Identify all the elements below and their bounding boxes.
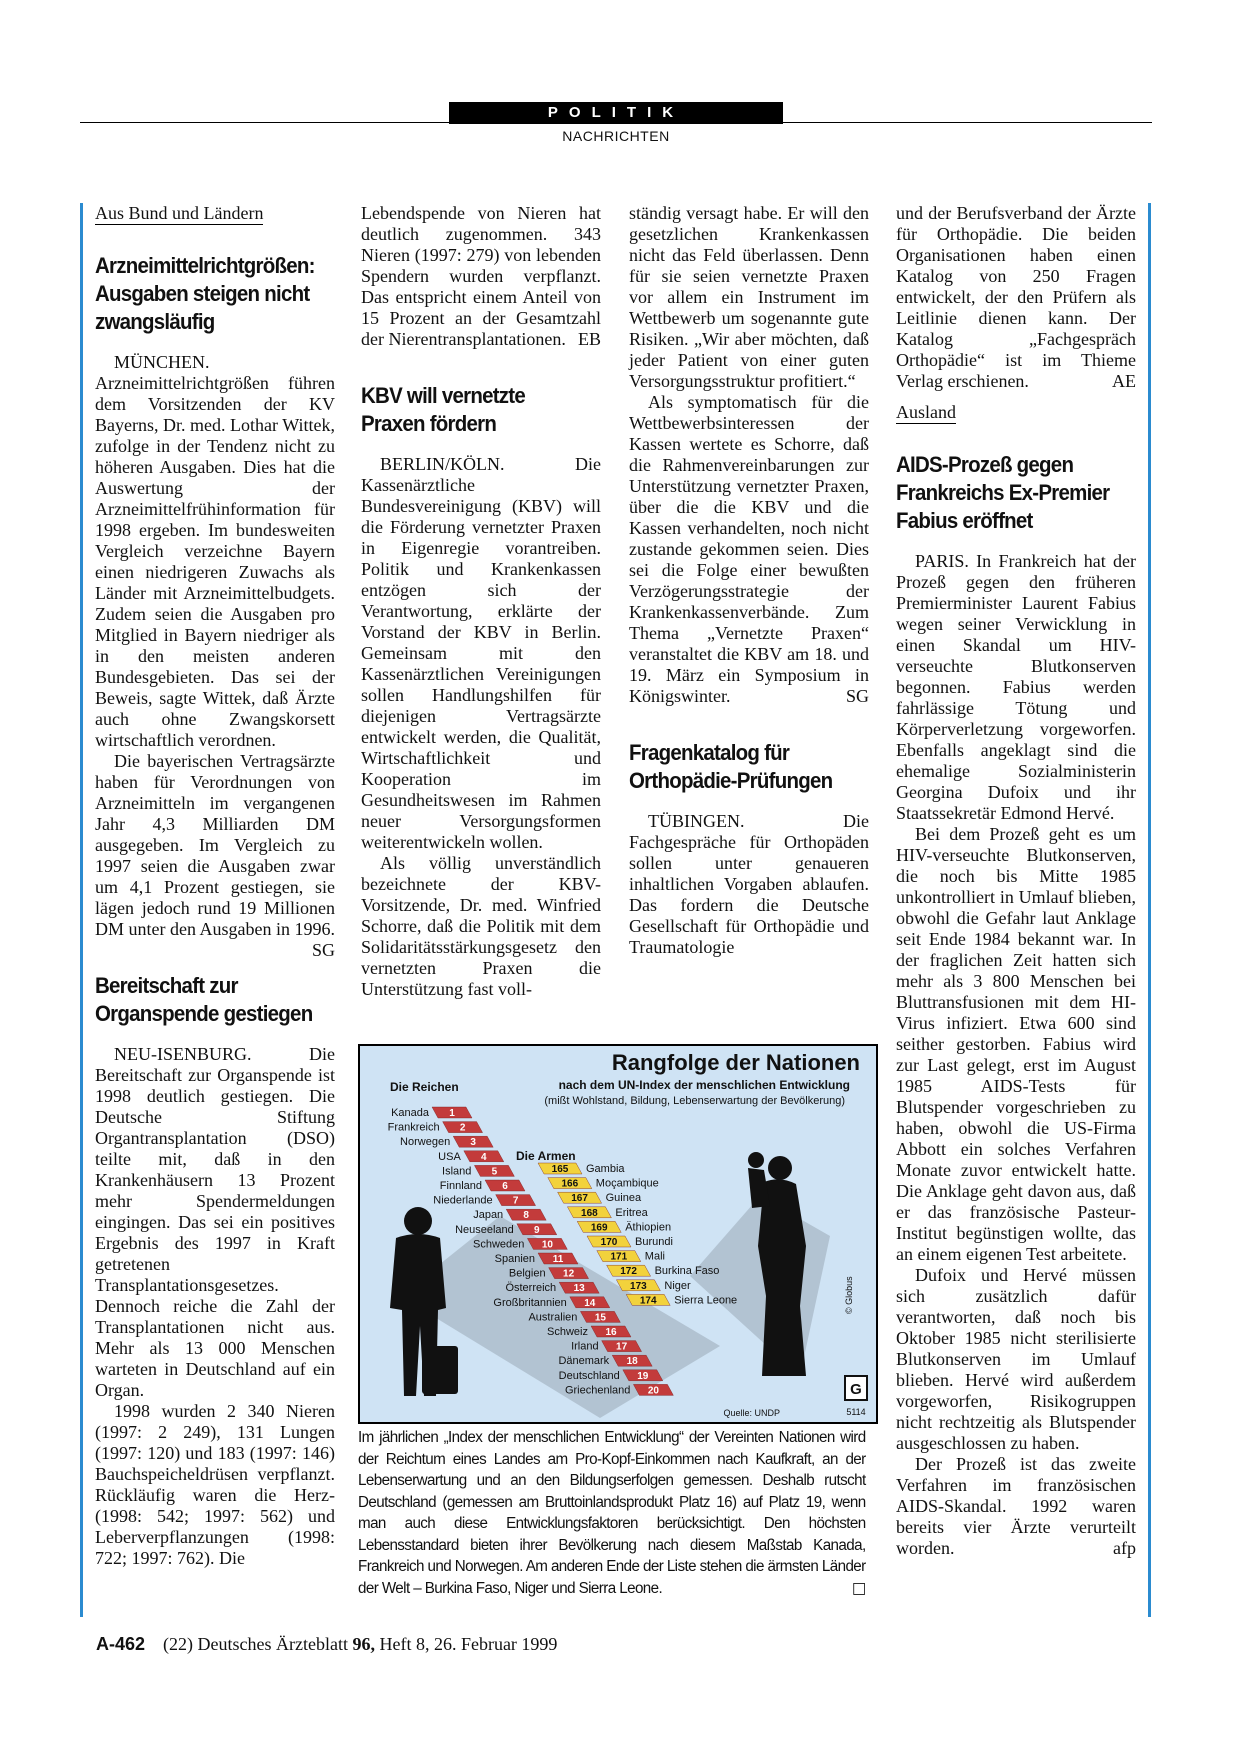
country-label: Burundi: [635, 1236, 673, 1248]
article-paragraph: NEU-ISENBURG. Die Bereitschaft zur Organspende ist 1998 deutlich gestiegen. Die Deutsche Stiftung Organtransplantation (DSO) teilte mit, daß in den Krankenhäusern 13 Prozent mehr Spendermeldungen eingingen. Das sei ein positives Ergebnis des 1997 in Kraft getretenen Transplantationsgesetzes. Dennoch reiche die Zahl der Transplantationen nicht aus. Mehr als 13 000 Menschen warteten in Deutschland auf ein Organ.: [95, 1044, 335, 1400]
column-4: [896, 203, 1136, 1559]
figure-caption: Im jährlichen „Index der menschlichen Entwicklung“ der Vereinten Nationen wird der Reichtum eines Landes am Pro-Kopf-Einkommen nach Kaufkraft, an der Lebenserwartung und an den Bildungserfolgen gemessen. Deshalb rutscht Deutschland (gemessen am Bruttoinlandsprodukt Platz 16) auf Platz 19, wenn man auch diese Entwicklungsfaktoren berücksichtigt. Den höchsten Lebensstandard bieten ihrer Bevölkerung nach diesem Maßstab Kanada, Frankreich und Norwegen. Am anderen Ende der Liste stehen die ärmsten Länder der Welt – Burkina Faso, Niger und Sierra Leone. □: [358, 1427, 866, 1599]
rank-number: 16: [605, 1327, 617, 1338]
column-1: [95, 203, 335, 1569]
rich-group-label: Die Reichen: [390, 1080, 459, 1094]
country-label: Dänemark: [558, 1355, 610, 1368]
column-3: [629, 203, 869, 958]
rank-number: 11: [552, 1254, 564, 1265]
infographic: [358, 1044, 878, 1424]
country-label: Äthiopien: [625, 1221, 672, 1234]
graphic-code: 5114: [846, 1407, 866, 1417]
article-paragraph: 1998 wurden 2 340 Nieren (1997: 2 249), 131 Lungen (1997: 120) und 183 (1997: 146) Bauchspeicheldrüsen verpflanzt. Rückläufig waren die Herz- (1998: 542; 1997: 562) und Leberverpflanzungen (1998: 722; 1997: 762). Die: [95, 1401, 335, 1568]
rank-number: 15: [594, 1312, 606, 1324]
rank-number: 4: [481, 1151, 487, 1163]
article-paragraph: TÜBINGEN. Die Fachgespräche für Orthopäden sollen unter genaueren inhaltlichen Vorgaben ablaufen. Das fordern die Deutsche Gesellschaft für Orthopädie und Traumatologie: [629, 811, 869, 957]
subsection-label: NACHRICHTEN: [562, 128, 670, 144]
rank-number: 168: [581, 1207, 598, 1219]
headline: Bereitschaft zur Organspende gestiegen: [95, 973, 313, 1026]
author-sig: EB: [577, 329, 601, 349]
rank-number: 17: [616, 1341, 628, 1353]
article-paragraph: Dufoix und Hervé müssen sich zusätzlich dafür verantworten, daß noch bis Oktober 1985 nicht sterilisierte Blutkonserven im Umlauf blieben. Hervé wird außerdem vorgeworfen, Risikogruppen nicht rechtzeitig als Blutspender ausgeschlossen zu haben.: [896, 1265, 1136, 1453]
section-label: POLITIK: [449, 102, 783, 124]
rank-number: 6: [502, 1181, 508, 1192]
country-label: Niger: [664, 1279, 691, 1292]
country-label: Moçambique: [595, 1177, 659, 1190]
headline: AIDS-Prozeß gegen Frankreichs Ex-Premier Fabius eröffnet: [896, 452, 1110, 533]
column-2: [361, 203, 601, 1000]
headline: Fragenkatalog für Orthopädie-Prüfungen: [629, 740, 833, 793]
country-label: Kanada: [391, 1107, 429, 1119]
rank-number: 1: [449, 1108, 455, 1119]
article-paragraph: Bei dem Prozeß geht es um HIV-verseuchte Blutkonserven, die noch bis Mitte 1985 unkontrolliert in Umlauf blieben, obwohl die Gefahr laut Anklage seit Ende 1984 bekannt war. In der fraglichen Zeit hatten sich mehr als 3 800 Menschen bei Bluttransfusionen mit dem HI-Virus infiziert. Etwa 600 sind seither gestorben. Fabius wird zur Last gelegt, erst im August 1985 AIDS-Tests für Blutspender vorgeschrieben zu haben, obwohl die US-Firma Abbott ein solches Verfahren Monate zuvor entwickelt hatte. Die Anklage geht davon aus, daß er das französische Pasteur-Institut begünstigen wollte, das an einem eigenen Test arbeitete.: [896, 824, 1136, 1264]
country-label: Spanien: [494, 1253, 535, 1265]
country-label: USA: [438, 1150, 461, 1163]
volume-number: 96,: [352, 1634, 375, 1654]
issue-date: Heft 8, 26. Februar 1999: [379, 1634, 558, 1654]
rubric-label: Aus Bund und Ländern: [95, 203, 264, 223]
article-paragraph: MÜNCHEN. Arzneimittelrichtgrößen führen dem Vorsitzenden der KV Bayerns, Dr. med. Lothar Wittek, zufolge in der Tendenz nicht zu höheren Ausgaben. Dies hat die Auswertung der Arzneimittelfrühinformation für 1998 ergeben. Im bundesweiten Vergleich verzeichne Bayern einen niedrigeren Zuwachs als Länder mit Arzneimittelbudgets. Zudem seien die Ausgaben pro Mitglied in Bayern niedriger als in den meisten anderen Bundesgebieten. Das sei der Beweis, sagte Wittek, daß Ärzte auch ohne Zwangskorsett wirtschaftlich verordnen.: [95, 352, 335, 750]
rank-number: 170: [600, 1237, 618, 1248]
country-label: Frankreich: [387, 1121, 440, 1134]
rank-number: 166: [561, 1178, 579, 1190]
article-paragraph: Als symptomatisch für die Wettbewerbsinteressen der Kassen wertete es Schorre, daß die Rahmenvereinbarungen zur Unterstützung vernetzter Praxen, über die die KBV und die Kassen verhandelten, noch nicht zustande gekommen seien. Dies sei die Folge einer bewußten Verzögerungsstrategie der Krankenkassenverbände. Zum Thema „Vernetzte Praxen“ veranstaltet die KBV am 18. und 19. März ein Symposium in Königswinter. SG: [629, 392, 869, 706]
article-paragraph: Der Prozeß ist das zweite Verfahren im französischen AIDS-Skandal. 1992 waren bereits vier Ärzte verurteilt worden. afp: [896, 1454, 1136, 1558]
source-note: Quelle: UNDP: [723, 1408, 780, 1418]
rank-number: 7: [512, 1195, 519, 1207]
country-label: Eritrea: [615, 1206, 648, 1219]
infographic-title: Rangfolge der Nationen: [611, 1050, 860, 1075]
country-label: Japan: [473, 1209, 504, 1222]
rank-number: 8: [523, 1210, 529, 1222]
caption-end-mark: □: [851, 1578, 866, 1597]
country-label: Burkina Faso: [654, 1265, 720, 1278]
infographic-subtitle: nach dem UN-Index der menschlichen Entwicklung: [558, 1078, 850, 1092]
country-label: Island: [442, 1165, 472, 1178]
article-paragraph: Lebendspende von Nieren hat deutlich zugenommen. 343 Nieren (1997: 279) von lebenden Spendern wurden verpflanzt. Das entspricht einem Anteil von 15 Prozent an der Gesamtzahl der Nierentransplantationen. EB: [361, 203, 601, 349]
rank-number: 171: [610, 1251, 628, 1263]
rank-number: 165: [551, 1164, 569, 1175]
headline: Arzneimittelrichtgrößen: Ausgaben steigen nicht zwangsläufig: [95, 253, 315, 334]
left-margin-rule: [80, 203, 83, 1617]
right-margin-rule: [1148, 203, 1151, 1617]
country-label: Australien: [528, 1311, 578, 1324]
rank-number: 167: [571, 1193, 588, 1205]
author-sig: SG: [845, 686, 869, 706]
headline: KBV will vernetzte Praxen fördern: [361, 383, 525, 436]
author-sig: afp: [1113, 1538, 1136, 1558]
country-label: Mali: [644, 1250, 665, 1263]
country-label: Norwegen: [400, 1136, 451, 1149]
infographic-canvas: [360, 1046, 876, 1422]
country-label: Guinea: [605, 1192, 642, 1205]
article-paragraph: Die bayerischen Vertragsärzte haben für Verordnungen von Arzneimitteln im vergangenen Jahr 4,3 Milliarden DM ausgegeben. Im Vergleich zu 1997 seien die Ausgaben zwar um 4,1 Prozent gestiegen, sie lägen jedoch rund 19 Millionen DM unter den Ausgaben in 1996. SG: [95, 751, 335, 960]
rank-number: 19: [637, 1370, 649, 1382]
country-label: Neuseeland: [455, 1223, 514, 1236]
page-number: A-462: [96, 1634, 146, 1654]
country-label: Österreich: [505, 1282, 557, 1295]
rank-number: 5: [491, 1166, 498, 1178]
country-label: Sierra Leone: [674, 1294, 738, 1307]
rank-number: 169: [590, 1222, 608, 1234]
rank-number: 14: [584, 1297, 596, 1309]
rank-number: 2: [459, 1122, 466, 1134]
rank-number: 9: [534, 1224, 540, 1236]
country-label: Griechenland: [564, 1384, 631, 1397]
article-paragraph: BERLIN/KÖLN. Die Kassenärztliche Bundesvereinigung (KBV) will die Förderung vernetzter Praxen in Eigenregie vorantreiben. Politik und Krankenkassen entzögen sich der Verantwortung, erklärte der Vorstand der KBV in Berlin. Gemeinsam mit den Kassenärztlichen Vereinigungen sollen Handlungshilfen für diejenigen Vertragsärzte entwickelt werden, die Qualität, Wirtschaftlichkeit und Kooperation im Gesundheitswesen im Rahmen neuer Versorgungsformen weiterentwickeln wollen.: [361, 454, 601, 852]
country-label: Schweiz: [547, 1326, 588, 1338]
infographic-subtitle: (mißt Wohlstand, Bildung, Lebenserwartung der Bevölkerung): [544, 1095, 845, 1107]
country-label: Belgien: [508, 1267, 546, 1280]
rank-number: 12: [563, 1268, 575, 1280]
rank-number: 20: [647, 1385, 659, 1397]
page-footer: [96, 1634, 557, 1655]
author-sig: SG: [311, 940, 335, 960]
globus-logo-letter: G: [850, 1381, 862, 1398]
rank-number: 174: [639, 1295, 657, 1307]
rubric-label: Ausland: [896, 402, 956, 422]
country-label: Finnland: [439, 1180, 482, 1192]
author-sig: AE: [1112, 371, 1136, 391]
poor-group-label: Die Armen: [516, 1149, 576, 1163]
issue-info: (22) Deutsches Ärzteblatt: [163, 1634, 348, 1654]
article-paragraph: ständig versagt habe. Er will den gesetzlichen Krankenkassen nicht das Feld überlassen. Denn für sie seien vernetzte Praxen vor allem ein Instrument im Wettbewerb um sogenannte gute Risiken. „Wir aber möchten, daß jeder Patient von einer guten Versorgungsstruktur profitiert.“: [629, 203, 869, 391]
country-label: Deutschland: [558, 1369, 620, 1382]
rank-number: 10: [541, 1239, 553, 1251]
country-label: Niederlande: [433, 1194, 493, 1207]
rank-number: 18: [626, 1356, 638, 1368]
rank-number: 173: [630, 1280, 647, 1292]
country-label: Großbritannien: [493, 1296, 567, 1309]
rank-number: 3: [470, 1137, 476, 1149]
article-paragraph: PARIS. In Frankreich hat der Prozeß gegen den früheren Premierminister Laurent Fabius wegen seiner Verwicklung in einen Skandal um HIV-verseuchte Blutkonserven begonnen. Fabius werden fahrlässige Tötung und Körperverletzung vorgeworfen. Ebenfalls angeklagt sind die ehemalige Sozialministerin Georgina Dufoix und ihr Staatssekretär Edmond Hervé.: [896, 551, 1136, 823]
country-label: Gambia: [586, 1163, 625, 1175]
article-paragraph: Als völlig unverständlich bezeichnete der KBV-Vorsitzende, Dr. med. Winfried Schorre, daß die Politik mit dem Solidaritätsstärkungsgesetz den vernetzten Praxen die Unterstützung fast voll-: [361, 853, 601, 999]
rank-number: 172: [620, 1266, 637, 1278]
globus-credit: © Globus: [844, 1276, 854, 1314]
rank-number: 13: [573, 1283, 585, 1295]
country-label: Irland: [571, 1340, 599, 1353]
article-paragraph: und der Berufsverband der Ärzte für Orthopädie. Die beiden Organisationen haben einen Katalog von 250 Fragen entwickelt, der den Prüfern als Leitlinie dienen kann. Der Katalog „Fachgespräch Orthopädie“ ist im Thieme Verlag erschienen. AE: [896, 203, 1136, 391]
country-label: Schweden: [473, 1238, 525, 1251]
